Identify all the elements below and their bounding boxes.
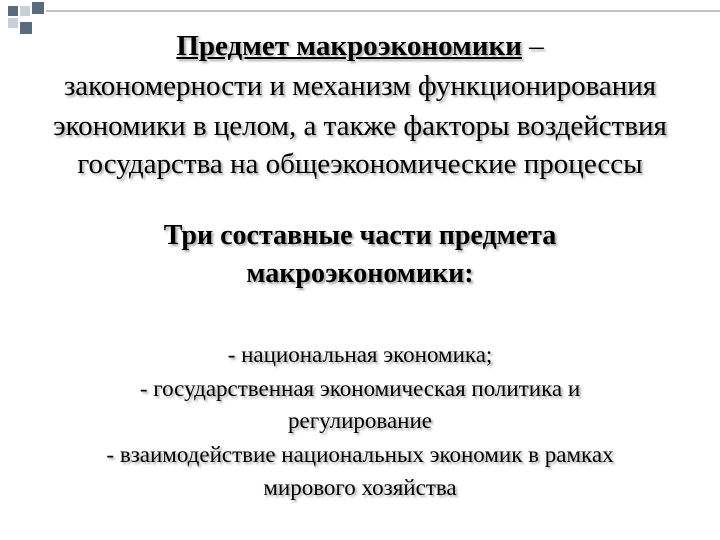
title-lead-suffix: – [521,30,544,62]
item-line-4: - взаимодействие национальных экономик в рамках [106,442,614,467]
item-line-3: регулирование [287,408,432,433]
title-line-2: закономерности и механизм функционирования [63,70,657,102]
item-line-5: мирового хозяйства [263,475,457,500]
item-line-2: - государственная экономическая политика и [139,376,581,401]
title-line-4: государства на общеэкономические процессы [77,148,643,180]
title-line-3: экономики в целом, а также факторы воздействия [53,110,667,142]
subtitle-line-2: макроэкономики: [246,258,474,289]
item-line-1: - национальная экономика; [227,342,493,367]
title-bold-lead: Предмет макроэкономики [176,30,522,62]
title-line-1 [0,30,720,63]
subtitle-line-1: Три составные части предмета [163,220,557,251]
